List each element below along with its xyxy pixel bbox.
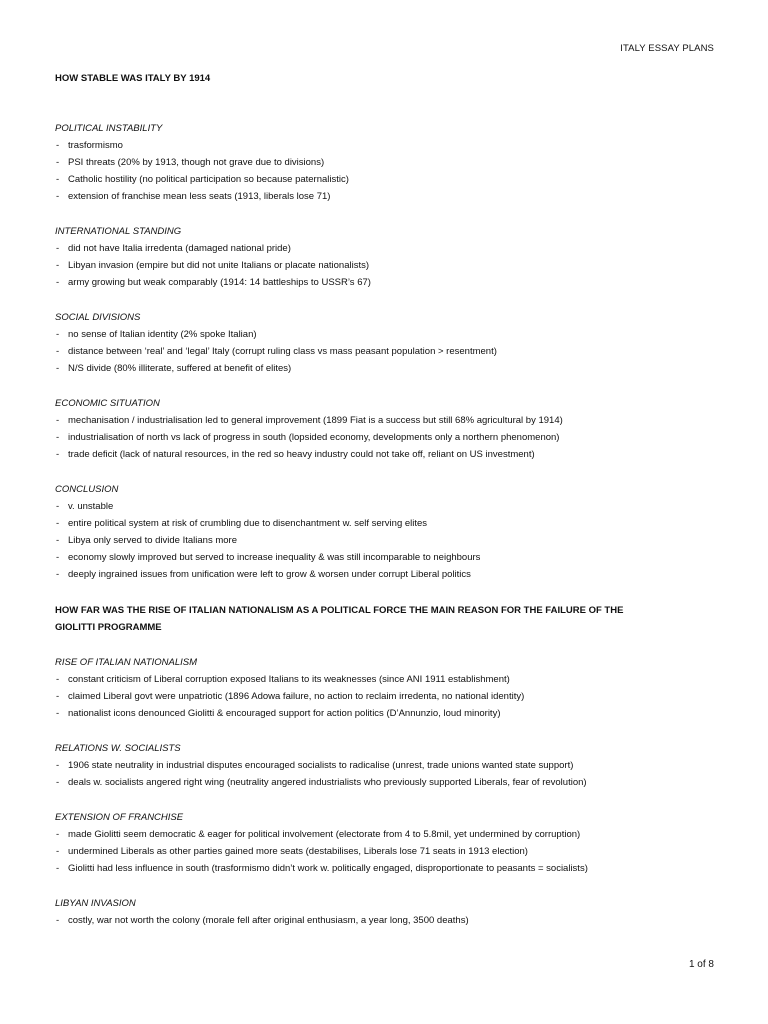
section-economic-situation bbox=[55, 395, 725, 463]
bullet-list bbox=[55, 240, 725, 291]
section-relations-w-socialists bbox=[55, 740, 725, 791]
section-social-divisions bbox=[55, 309, 725, 377]
bullet-list bbox=[55, 498, 725, 583]
bullet-list bbox=[55, 326, 725, 377]
bullet-item: - PSI threats (20% by 1913, though not grave due to divisions) bbox=[55, 154, 725, 171]
essay-1-title: HOW STABLE WAS ITALY BY 1914 bbox=[55, 73, 211, 84]
bullet-item: - mechanisation / industrialisation led to general improvement (1899 Fiat is a success but still 68% agricultural by 1914) bbox=[55, 412, 725, 429]
section-title: POLITICAL INSTABILITY bbox=[55, 123, 163, 134]
bullet-list bbox=[55, 412, 725, 463]
bullet-item: - extension of franchise mean less seats (1913, liberals lose 71) bbox=[55, 188, 725, 205]
bullet-item: - Libya only served to divide Italians more bbox=[55, 532, 725, 549]
bullet-item: - deals w. socialists angered right wing (neutrality angered industrialists who previously supported Liberals, fear of revolution) bbox=[55, 774, 725, 791]
document-header: ITALY ESSAY PLANS bbox=[620, 43, 714, 54]
section-rise-of-italian-nationalism bbox=[55, 654, 725, 722]
bullet-item: - trasformismo bbox=[55, 137, 725, 154]
bullet-item: - trade deficit (lack of natural resources, in the red so heavy industry could not take off, reliant on US investment) bbox=[55, 446, 725, 463]
bullet-item: - deeply ingrained issues from unification were left to grow & worsen under corrupt Liberal politics bbox=[55, 566, 725, 583]
bullet-item: - constant criticism of Liberal corruption exposed Italians to its weaknesses (since ANI 1911 establishment) bbox=[55, 671, 725, 688]
bullet-item: - army growing but weak comparably (1914: 14 battleships to USSR’s 67) bbox=[55, 274, 725, 291]
section-title: INTERNATIONAL STANDING bbox=[55, 226, 182, 237]
section-international-standing bbox=[55, 223, 725, 291]
section-title: RISE OF ITALIAN NATIONALISM bbox=[55, 657, 197, 668]
bullet-item: - economy slowly improved but served to increase inequality & was still incomparable to neighbours bbox=[55, 549, 725, 566]
bullet-item: - made Giolitti seem democratic & eager for political involvement (electorate from 4 to 5.8mil, yet undermined by corruption) bbox=[55, 826, 725, 843]
section-title: SOCIAL DIVISIONS bbox=[55, 312, 141, 323]
bullet-item: - Catholic hostility (no political participation so because paternalistic) bbox=[55, 171, 725, 188]
bullet-item: - Libyan invasion (empire but did not unite Italians or placate nationalists) bbox=[55, 257, 725, 274]
bullet-item: - undermined Liberals as other parties gained more seats (destabilises, Liberals lose 71 seats in 1913 election) bbox=[55, 843, 725, 860]
essay-2-title-line-1: HOW FAR WAS THE RISE OF ITALIAN NATIONALISM AS A POLITICAL FORCE THE MAIN REASON FOR THE FAILURE OF THE bbox=[55, 605, 624, 616]
section-libyan-invasion bbox=[55, 895, 725, 929]
section-political-instability bbox=[55, 120, 725, 205]
bullet-item: - no sense of Italian identity (2% spoke Italian) bbox=[55, 326, 725, 343]
bullet-item: - industrialisation of north vs lack of progress in south (lopsided economy, developments only a northern phenomenon) bbox=[55, 429, 725, 446]
section-title: RELATIONS W. SOCIALISTS bbox=[55, 743, 181, 754]
bullet-item: - distance between ‘real’ and ‘legal’ Italy (corrupt ruling class vs mass peasant population > resentment) bbox=[55, 343, 725, 360]
bullet-item: - entire political system at risk of crumbling due to disenchantment w. self serving elites bbox=[55, 515, 725, 532]
bullet-item: - costly, war not worth the colony (morale fell after original enthusiasm, a year long, 3500 deaths) bbox=[55, 912, 725, 929]
section-title: LIBYAN INVASION bbox=[55, 898, 136, 909]
bullet-item: - nationalist icons denounced Giolitti & encouraged support for action politics (D’Annunzio, loud minority) bbox=[55, 705, 725, 722]
section-title: EXTENSION OF FRANCHISE bbox=[55, 812, 184, 823]
document-body bbox=[55, 70, 725, 929]
section-conclusion bbox=[55, 481, 725, 583]
bullet-list bbox=[55, 137, 725, 205]
bullet-item: - 1906 state neutrality in industrial disputes encouraged socialists to radicalise (unrest, trade unions wanted state support) bbox=[55, 757, 725, 774]
bullet-item: - N/S divide (80% illiterate, suffered at benefit of elites) bbox=[55, 360, 725, 377]
bullet-list bbox=[55, 757, 725, 791]
bullet-item: - Giolitti had less influence in south (trasformismo didn’t work w. politically engaged, disproportionate to peasants = socialists) bbox=[55, 860, 725, 877]
essay-2-title-line-2: GIOLITTI PROGRAMME bbox=[55, 622, 162, 633]
bullet-item: - did not have Italia irredenta (damaged national pride) bbox=[55, 240, 725, 257]
page-number: 1 of 8 bbox=[688, 959, 714, 970]
section-title: ECONOMIC SITUATION bbox=[55, 398, 160, 409]
bullet-item: - claimed Liberal govt were unpatriotic (1896 Adowa failure, no action to reclaim irredenta, no national identity) bbox=[55, 688, 725, 705]
bullet-list bbox=[55, 826, 725, 877]
bullet-item: - v. unstable bbox=[55, 498, 725, 515]
bullet-list bbox=[55, 912, 725, 929]
essay-1 bbox=[55, 70, 725, 583]
section-extension-of-franchise bbox=[55, 809, 725, 877]
essay-2 bbox=[55, 602, 725, 929]
bullet-list bbox=[55, 671, 725, 722]
section-title: CONCLUSION bbox=[55, 484, 119, 495]
